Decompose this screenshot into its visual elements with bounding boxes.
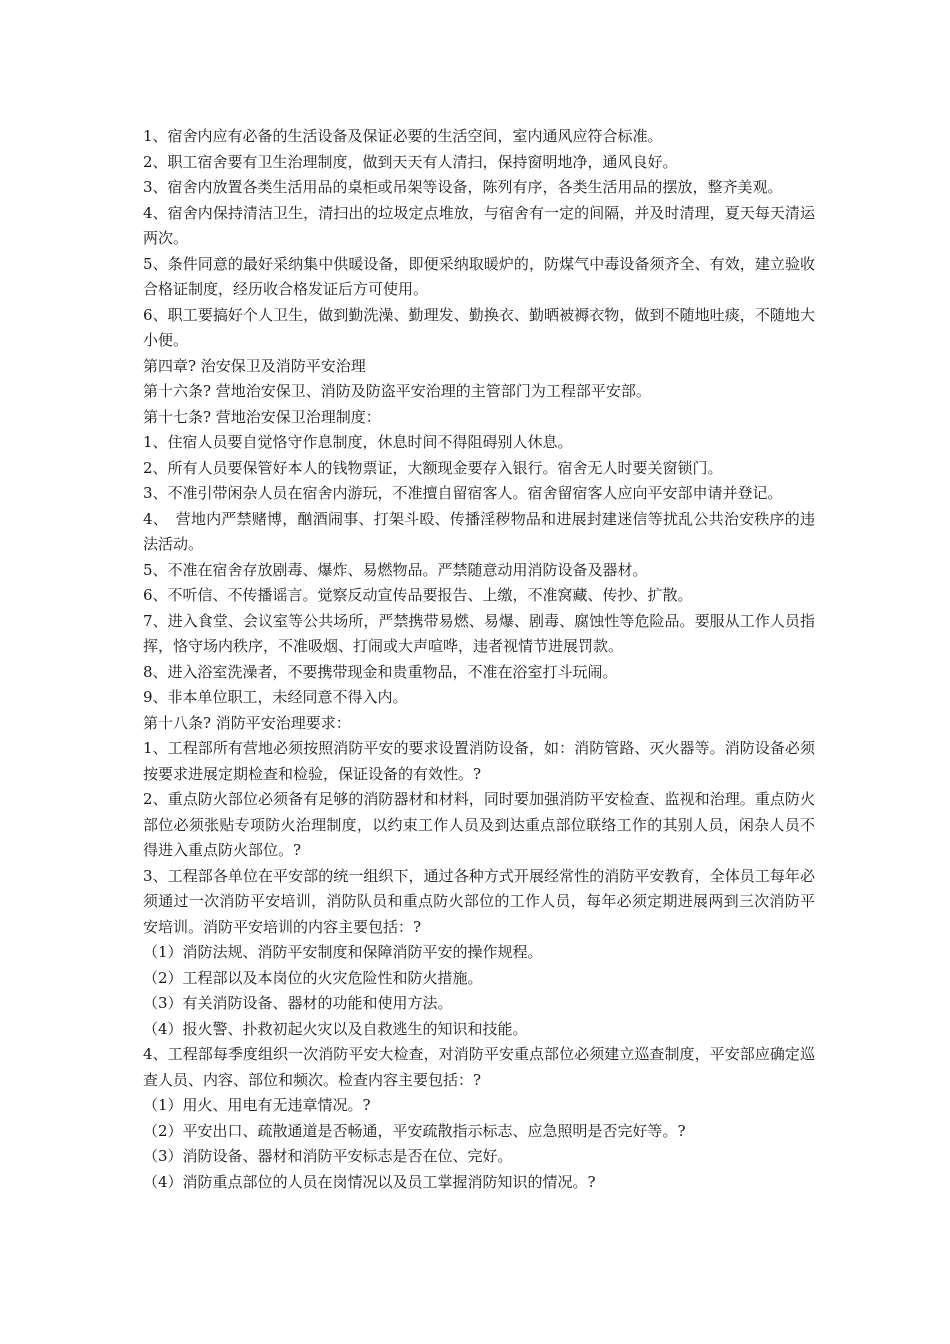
security-item-6: 6、不听信、不传播谣言。觉察反动宣传品要报告、上缴，不准窝藏、传抄、扩散。	[143, 586, 693, 604]
security-item-9: 9、非本单位职工，未经同意不得入内。	[143, 688, 408, 706]
fire-item-1: 1、工程部所有营地必须按照消防平安的要求设置消防设备，如：消防管路、灭火器等。消防设备必须按要求进展定期检查和检验，保证设备的有效性。?	[143, 739, 815, 783]
fire-item-3-sub-4: （4）报火警、扑救初起火灾以及自救逃生的知识和技能。	[143, 1019, 528, 1038]
fire-item-4-sub-2: （2）平安出口、疏散通道是否畅通，平安疏散指示标志、应急照明是否完好等。?	[143, 1121, 686, 1140]
paragraph-dorm-5: 5、条件同意的最好采纳集中供暖设备，即便采纳取暖炉的，防煤气中毒设备须齐全、有效，建立验收合格证制度，经历收合格发证后方可使用。	[143, 254, 815, 298]
fire-item-3-sub-1: （1）消防法规、消防平安制度和保障消防平安的操作规程。	[143, 943, 543, 961]
article-16: 第十六条? 营地治安保卫、消防及防盗平安治理的主管部门为工程部平安部。	[143, 382, 651, 400]
paragraph-dorm-3: 3、宿舍内放置各类生活用品的桌柜或吊架等设备，陈列有序，各类生活用品的摆放，整齐美观。	[143, 178, 783, 196]
fire-item-3: 3、工程部各单位在平安部的统一组织下，通过各种方式开展经常性的消防平安教育，全体员工每年必须通过一次消防平安培训，消防队员和重点防火部位的工作人员，每年必须定期进展两到三次消防平安培训。消防平安培训的内容主要包括：?	[143, 866, 815, 936]
security-item-7: 7、进入食堂、会议室等公共场所，严禁携带易燃、易爆、剧毒、腐蚀性等危险品。要服从工作人员指挥，恪守场内秩序，不准吸烟、打闹或大声喧哗，违者视情节进展罚款。	[143, 611, 815, 655]
paragraph-dorm-1: 1、宿舍内应有必备的生活设备及保证必要的生活空间，室内通风应符合标准。	[143, 127, 663, 145]
fire-item-3-sub-2: （2）工程部以及本岗位的火灾危险性和防火措施。	[143, 968, 483, 987]
article-18-heading: 第十八条? 消防平安治理要求：	[143, 713, 351, 732]
paragraph-dorm-6: 6、职工要搞好个人卫生，做到勤洗澡、勤理发、勤换衣、勤晒被褥衣物，做到不随地吐痰，不随地大小便。	[143, 305, 815, 349]
security-item-8: 8、进入浴室洗澡者，不要携带现金和贵重物品，不准在浴室打斗玩闹。	[143, 662, 618, 681]
paragraph-dorm-2: 2、职工宿舍要有卫生治理制度，做到天天有人清扫，保持窗明地净，通风良好。	[143, 152, 678, 171]
fire-item-4-sub-3: （3）消防设备、器材和消防平安标志是否在位、完好。	[143, 1147, 513, 1165]
fire-item-2: 2、重点防火部位必须备有足够的消防器材和材料，同时要加强消防平安检查、监视和治理。重点防火部位必须张贴专项防火治理制度，以约束工作人员及到达重点部位联络工作的其别人员，闲杂人员不得进入重点防火部位。?	[143, 790, 815, 859]
article-17-heading: 第十七条? 营地治安保卫治理制度：	[143, 407, 381, 426]
chapter-heading: 第四章? 治安保卫及消防平安治理	[143, 356, 366, 375]
security-item-1: 1、住宿人员要自觉恪守作息制度，休息时间不得阻碍别人休息。	[143, 433, 573, 451]
document-body	[143, 124, 815, 1195]
fire-item-3-sub-3: （3）有关消防设备、器材的功能和使用方法。	[143, 994, 453, 1012]
security-item-3: 3、不准引带闲杂人员在宿舍内游玩，不准擅自留宿客人。宿舍留宿客人应向平安部申请并登记。	[143, 484, 783, 502]
security-item-4: 4、 营地内严禁赌博，酗酒闹事、打架斗殴、传播淫秽物品和进展封建迷信等扰乱公共治安秩序的违法活动。	[143, 509, 815, 553]
fire-item-4: 4、工程部每季度组织一次消防平安大检查，对消防平安重点部位必须建立巡查制度，平安部应确定巡查人员、内容、部位和频次。检查内容主要包括：?	[143, 1045, 815, 1089]
security-item-5: 5、不准在宿舍存放剧毒、爆炸、易燃物品。严禁随意动用消防设备及器材。	[143, 560, 648, 579]
fire-item-4-sub-4: （4）消防重点部位的人员在岗情况以及员工掌握消防知识的情况。?	[143, 1172, 596, 1191]
paragraph-dorm-4: 4、宿舍内保持清洁卫生，清扫出的垃圾定点堆放，与宿舍有一定的间隔，并及时清理，夏天每天清运两次。	[143, 203, 815, 247]
fire-item-4-sub-1: （1）用火、用电有无违章情况。?	[143, 1096, 371, 1114]
security-item-2: 2、所有人员要保管好本人的钱物票证，大额现金要存入银行。宿舍无人时要关窗锁门。	[143, 458, 723, 477]
